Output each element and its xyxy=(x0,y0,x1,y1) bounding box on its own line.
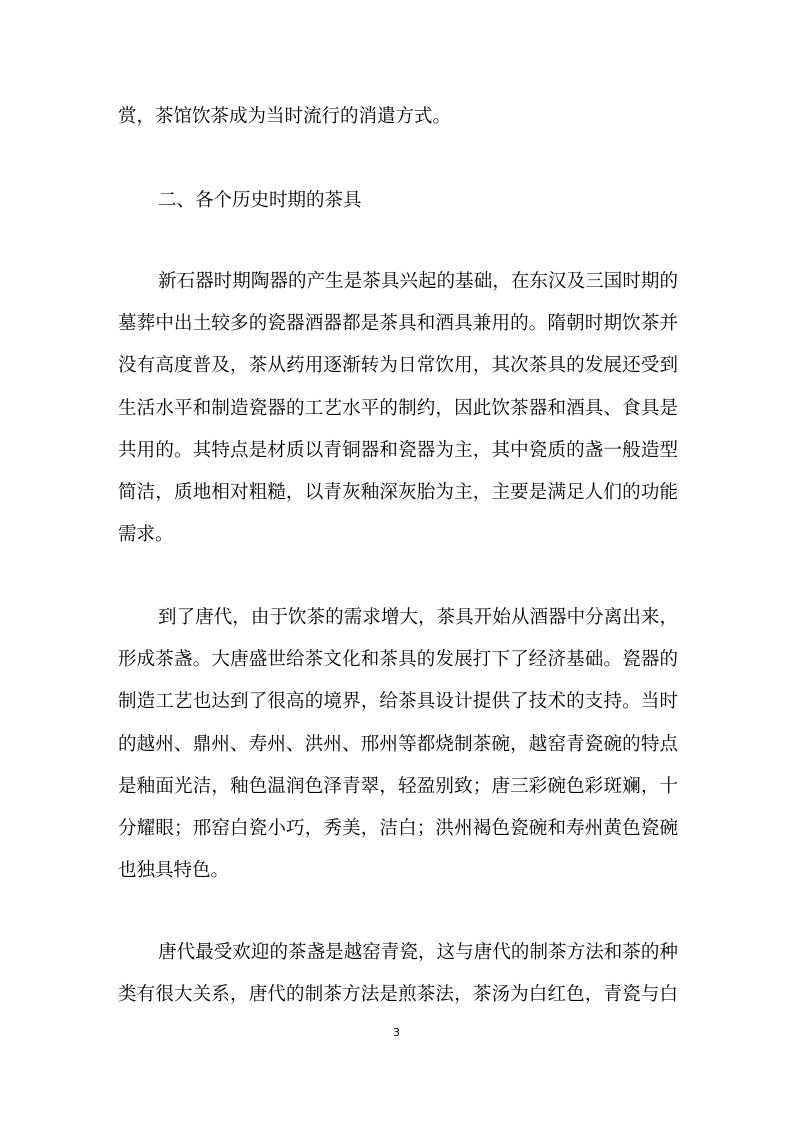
text-line: 生活水平和制造瓷器的工艺水平的制约，因此饮茶器和酒具、食具是 xyxy=(118,398,678,419)
text-line: 共用的。其特点是材质以青铜器和瓷器为主，其中瓷质的盏一般造型 xyxy=(118,440,678,461)
text-line: 新石器时期陶器的产生是茶具兴起的基础，在东汉及三国时期的 xyxy=(158,271,678,292)
page-number: 3 xyxy=(393,1026,400,1039)
text-line: 分耀眼；邢窑白瓷小巧，秀美，洁白；洪州褐色瓷碗和寿州黄色瓷碗 xyxy=(118,818,678,839)
text-line: 也独具特色。 xyxy=(118,860,230,881)
text-line: 的越州、鼎州、寿州、洪州、邢州等都烧制茶碗，越窑青瓷碗的特点 xyxy=(118,734,678,755)
text-line: 唐代最受欢迎的茶盏是越窑青瓷，这与唐代的制茶方法和茶的种 xyxy=(158,942,678,963)
text-line: 是釉面光洁，釉色温润色泽青翠，轻盈别致；唐三彩碗色彩斑斓，十 xyxy=(118,776,678,797)
section-heading: 二、各个历史时期的茶具 xyxy=(158,190,362,211)
text-line: 需求。 xyxy=(118,524,174,545)
text-line: 墓葬中出土较多的瓷器酒器都是茶具和酒具兼用的。隋朝时期饮茶并 xyxy=(118,313,678,334)
text-line: 形成茶盏。大唐盛世给茶文化和茶具的发展打下了经济基础。瓷器的 xyxy=(118,649,678,670)
text-line: 到了唐代，由于饮茶的需求增大，茶具开始从酒器中分离出来， xyxy=(158,607,678,628)
text-line: 制造工艺也达到了很高的境界，给茶具设计提供了技术的支持。当时 xyxy=(118,691,678,712)
text-line: 没有高度普及，茶从药用逐渐转为日常饮用，其次茶具的发展还受到 xyxy=(118,355,678,376)
text-line: 类有很大关系，唐代的制茶方法是煎茶法，茶汤为白红色，青瓷与白 xyxy=(118,984,678,1005)
text-line: 赏，茶馆饮茶成为当时流行的消遣方式。 xyxy=(118,106,452,127)
text-line: 简洁，质地相对粗糙，以青灰釉深灰胎为主，主要是满足人们的功能 xyxy=(118,482,678,503)
